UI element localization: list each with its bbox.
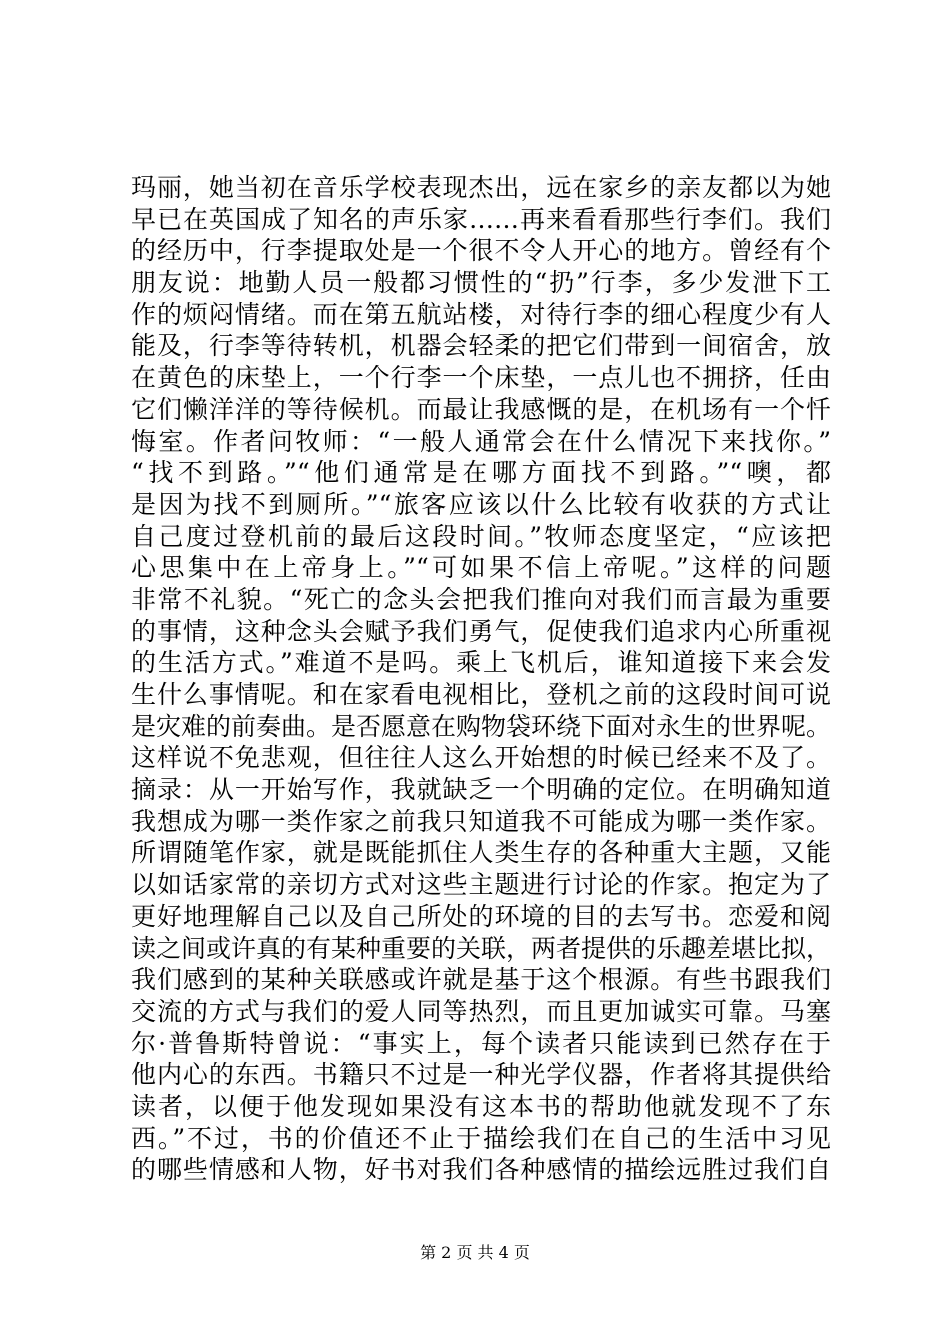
text-line: 摘录：从一开始写作，我就缺乏一个明确的定位。在明确知道 bbox=[131, 775, 831, 805]
text-line: 悔室。作者问牧师：“一般人通常会在什么情况下来找你。” bbox=[131, 426, 831, 456]
text-line: 交流的方式与我们的爱人同等热烈，而且更加诚实可靠。马塞 bbox=[131, 996, 831, 1026]
text-line: 朋友说：地勤人员一般都习惯性的“扔”行李，多少发泄下工 bbox=[131, 268, 831, 298]
text-line: 玛丽，她当初在音乐学校表现杰出，远在家乡的亲友都以为她 bbox=[131, 173, 831, 202]
text-line: 更好地理解自己以及自己所处的环境的目的去写书。恋爱和阅 bbox=[131, 901, 831, 931]
text-line: 早已在英国成了知名的声乐家……再来看看那些行李们。我们 bbox=[131, 204, 831, 234]
text-line: 西。”不过，书的价值还不止于描绘我们在自己的生活中习见 bbox=[131, 1123, 831, 1153]
text-line: 非常不礼貌。“死亡的念头会把我们推向对我们而言最为重要 bbox=[131, 584, 831, 614]
text-line: 我想成为哪一类作家之前我只知道我不可能成为哪一类作家。 bbox=[131, 806, 831, 836]
text-line: 的事情，这种念头会赋予我们勇气，促使我们追求内心所重视 bbox=[131, 616, 831, 646]
text-line: 的生活方式。”难道不是吗。乘上飞机后，谁知道接下来会发 bbox=[131, 648, 831, 678]
text-line: 以如话家常的亲切方式对这些主题进行讨论的作家。抱定为了 bbox=[131, 870, 831, 900]
text-line: 他内心的东西。书籍只不过是一种光学仪器，作者将其提供给 bbox=[131, 1060, 831, 1090]
page-number-label: 第 2 页 共 4 页 bbox=[420, 1243, 530, 1262]
text-line: 它们懒洋洋的等待候机。而最让我感慨的是，在机场有一个忏 bbox=[131, 394, 831, 424]
text-line: 我们感到的某种关联感或许就是基于这个根源。有些书跟我们 bbox=[131, 965, 831, 995]
text-line: 心思集中在上帝身上。”“可如果不信上帝呢。”这样的问题 bbox=[131, 553, 831, 583]
text-line: “找不到路。”“他们通常是在哪方面找不到路。”“噢，都 bbox=[131, 458, 831, 488]
text-line: 生什么事情呢。和在家看电视相比，登机之前的这段时间可说 bbox=[131, 680, 831, 709]
text-line: 的哪些情感和人物，好书对我们各种感情的描绘远胜过我们自 bbox=[131, 1155, 831, 1185]
text-line: 读者，以便于他发现如果没有这本书的帮助他就发现不了东 bbox=[131, 1091, 831, 1121]
text-line: 自己度过登机前的最后这段时间。”牧师态度坚定，“应该把 bbox=[131, 521, 831, 551]
text-line: 是因为找不到厕所。”“旅客应该以什么比较有收获的方式让 bbox=[131, 489, 831, 519]
text-line: 尔·普鲁斯特曾说：“事实上，每个读者只能读到已然存在于 bbox=[131, 1028, 831, 1058]
text-line: 是灾难的前奏曲。是否愿意在购物袋环绕下面对永生的世界呢。 bbox=[131, 711, 832, 741]
text-line: 能及，行李等待转机，机器会轻柔的把它们带到一间宿舍，放 bbox=[131, 331, 831, 361]
text-line: 在黄色的床垫上，一个行李一个床垫，一点儿也不拥挤，任由 bbox=[131, 363, 831, 393]
text-line: 读之间或许真的有某种重要的关联，两者提供的乐趣差堪比拟， bbox=[131, 933, 832, 963]
page-footer bbox=[0, 1243, 950, 1263]
text-line: 所谓随笔作家，就是既能抓住人类生存的各种重大主题，又能 bbox=[131, 838, 831, 868]
text-line: 的经历中，行李提取处是一个很不令人开心的地方。曾经有个 bbox=[131, 236, 831, 266]
text-line: 作的烦闷情绪。而在第五航站楼，对待行李的细心程度少有人 bbox=[131, 299, 831, 329]
body-text bbox=[131, 172, 831, 1186]
text-line: 这样说不免悲观，但往往人这么开始想的时候已经来不及了。 bbox=[131, 743, 831, 773]
